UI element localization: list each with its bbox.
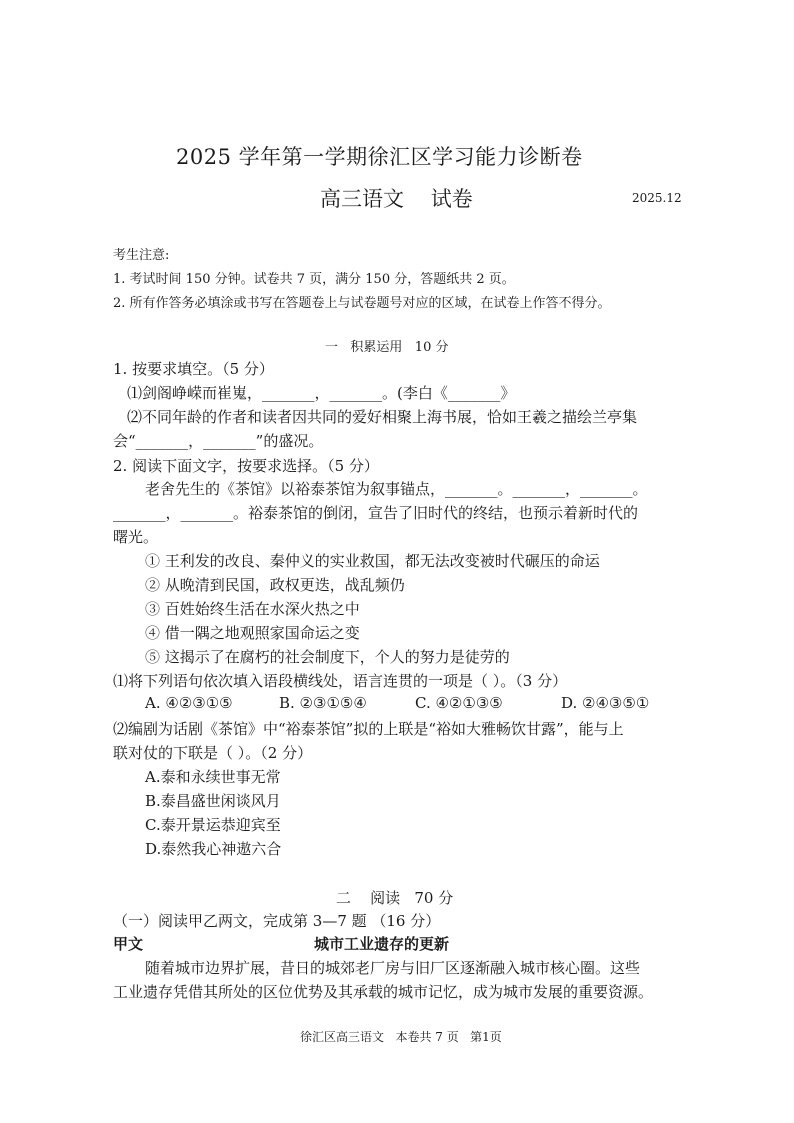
- sub-2-option-d: D.泰然我心神遨六合: [145, 840, 282, 858]
- sentence-3: ③ 百姓始终生活在水深火热之中: [145, 600, 360, 618]
- sentence-2: ② 从晚清到民国，政权更迭，战乱频仍: [145, 576, 405, 594]
- question-2-passage-line-2: _______，_______。裕泰茶馆的倒闭，宣告了旧时代的终结，也预示着新时代的: [113, 504, 639, 522]
- article-paragraph-line-1: 随着城市边界扩展，昔日的城郊老厂房与旧厂区逐渐融入城市核心圈。这些: [145, 959, 641, 977]
- notice-heading: 考生注意:: [113, 248, 170, 263]
- sub-1-option-d: D. ②④③⑤①: [561, 694, 650, 712]
- section-1-heading: 一 积累运用 10 分: [325, 340, 449, 355]
- exam-title: 2025 学年第一学期徐汇区学习能力诊断卷: [176, 145, 583, 169]
- exam-subtitle: 高三语文 试卷: [320, 187, 473, 211]
- sentence-4: ④ 借一隅之地观照家国命运之变: [145, 624, 360, 642]
- sub-2-option-c: C.泰开景运恭迎宾至: [145, 816, 281, 834]
- notice-item-2: 2. 所有作答务必填涂或书写在答题卷上与试卷题号对应的区域，在试卷上作答不得分。: [113, 296, 611, 311]
- sub-1-option-c: C. ④②①③⑤: [415, 694, 503, 712]
- sub-1-option-b: B. ②③①⑤④: [279, 694, 367, 712]
- sub-2-option-b: B.泰昌盛世闲谈风月: [145, 792, 281, 810]
- article-paragraph-line-2: 工业遗存凭借其所处的区位优势及其承载的城市记忆，成为城市发展的重要资源。: [113, 983, 654, 1001]
- question-1-part-1: ⑴剑阁峥嵘而崔嵬，_______，_______。(李白《_______》: [127, 384, 516, 402]
- section-2-heading: 二 阅读 70 分: [336, 889, 454, 907]
- question-2-sub-1: ⑴将下列语句依次填入语段横线处，语言连贯的一项是（ ）。（3 分）: [113, 672, 568, 690]
- question-1-part-2-line-1: ⑵不同年龄的作者和读者因共同的爱好相聚上海书展，恰如王羲之描绘兰亭集: [127, 408, 638, 426]
- notice-item-1: 1. 考试时间 150 分钟。试卷共 7 页，满分 150 分，答题纸共 2 页。: [113, 272, 515, 287]
- exam-date: 2025.12: [632, 191, 682, 205]
- sentence-5: ⑤ 这揭示了在腐朽的社会制度下，个人的努力是徒劳的: [145, 648, 510, 666]
- sub-2-option-a: A.泰和永续世事无常: [145, 768, 281, 786]
- question-2-sub-2-line-2: 联对仗的下联是（ ）。（2 分）: [113, 744, 313, 762]
- question-2-stem: 2. 阅读下面文字，按要求选择。（5 分）: [113, 457, 379, 475]
- reading-part-1-intro: （一）阅读甲乙两文，完成第 3—7 题 （16 分）: [113, 912, 441, 930]
- question-2-passage-line-1: 老舍先生的《茶馆》以裕泰茶馆为叙事锚点，_______。_______，_______。: [145, 480, 648, 498]
- question-1-stem: 1. 按要求填空。（5 分）: [113, 360, 274, 378]
- sub-1-option-a: A. ④②③①⑤: [145, 694, 233, 712]
- question-2-passage-line-3: 曙光。: [113, 528, 159, 546]
- article-title: 城市工业遗存的更新: [314, 935, 450, 953]
- page-footer: 徐汇区高三语文 本卷共 7 页 第1页: [300, 1030, 502, 1044]
- question-2-sub-2-line-1: ⑵编剧为话剧《茶馆》中“裕泰茶馆”拟的上联是“裕如大雅畅饮甘露”，能与上: [113, 720, 624, 738]
- sentence-1: ① 王利发的改良、秦仲义的实业救国，都无法改变被时代碾压的命运: [145, 552, 600, 570]
- text-jia-label: 甲文: [113, 935, 144, 953]
- question-1-part-2-line-2: 会“_______，_______”的盛况。: [113, 432, 324, 450]
